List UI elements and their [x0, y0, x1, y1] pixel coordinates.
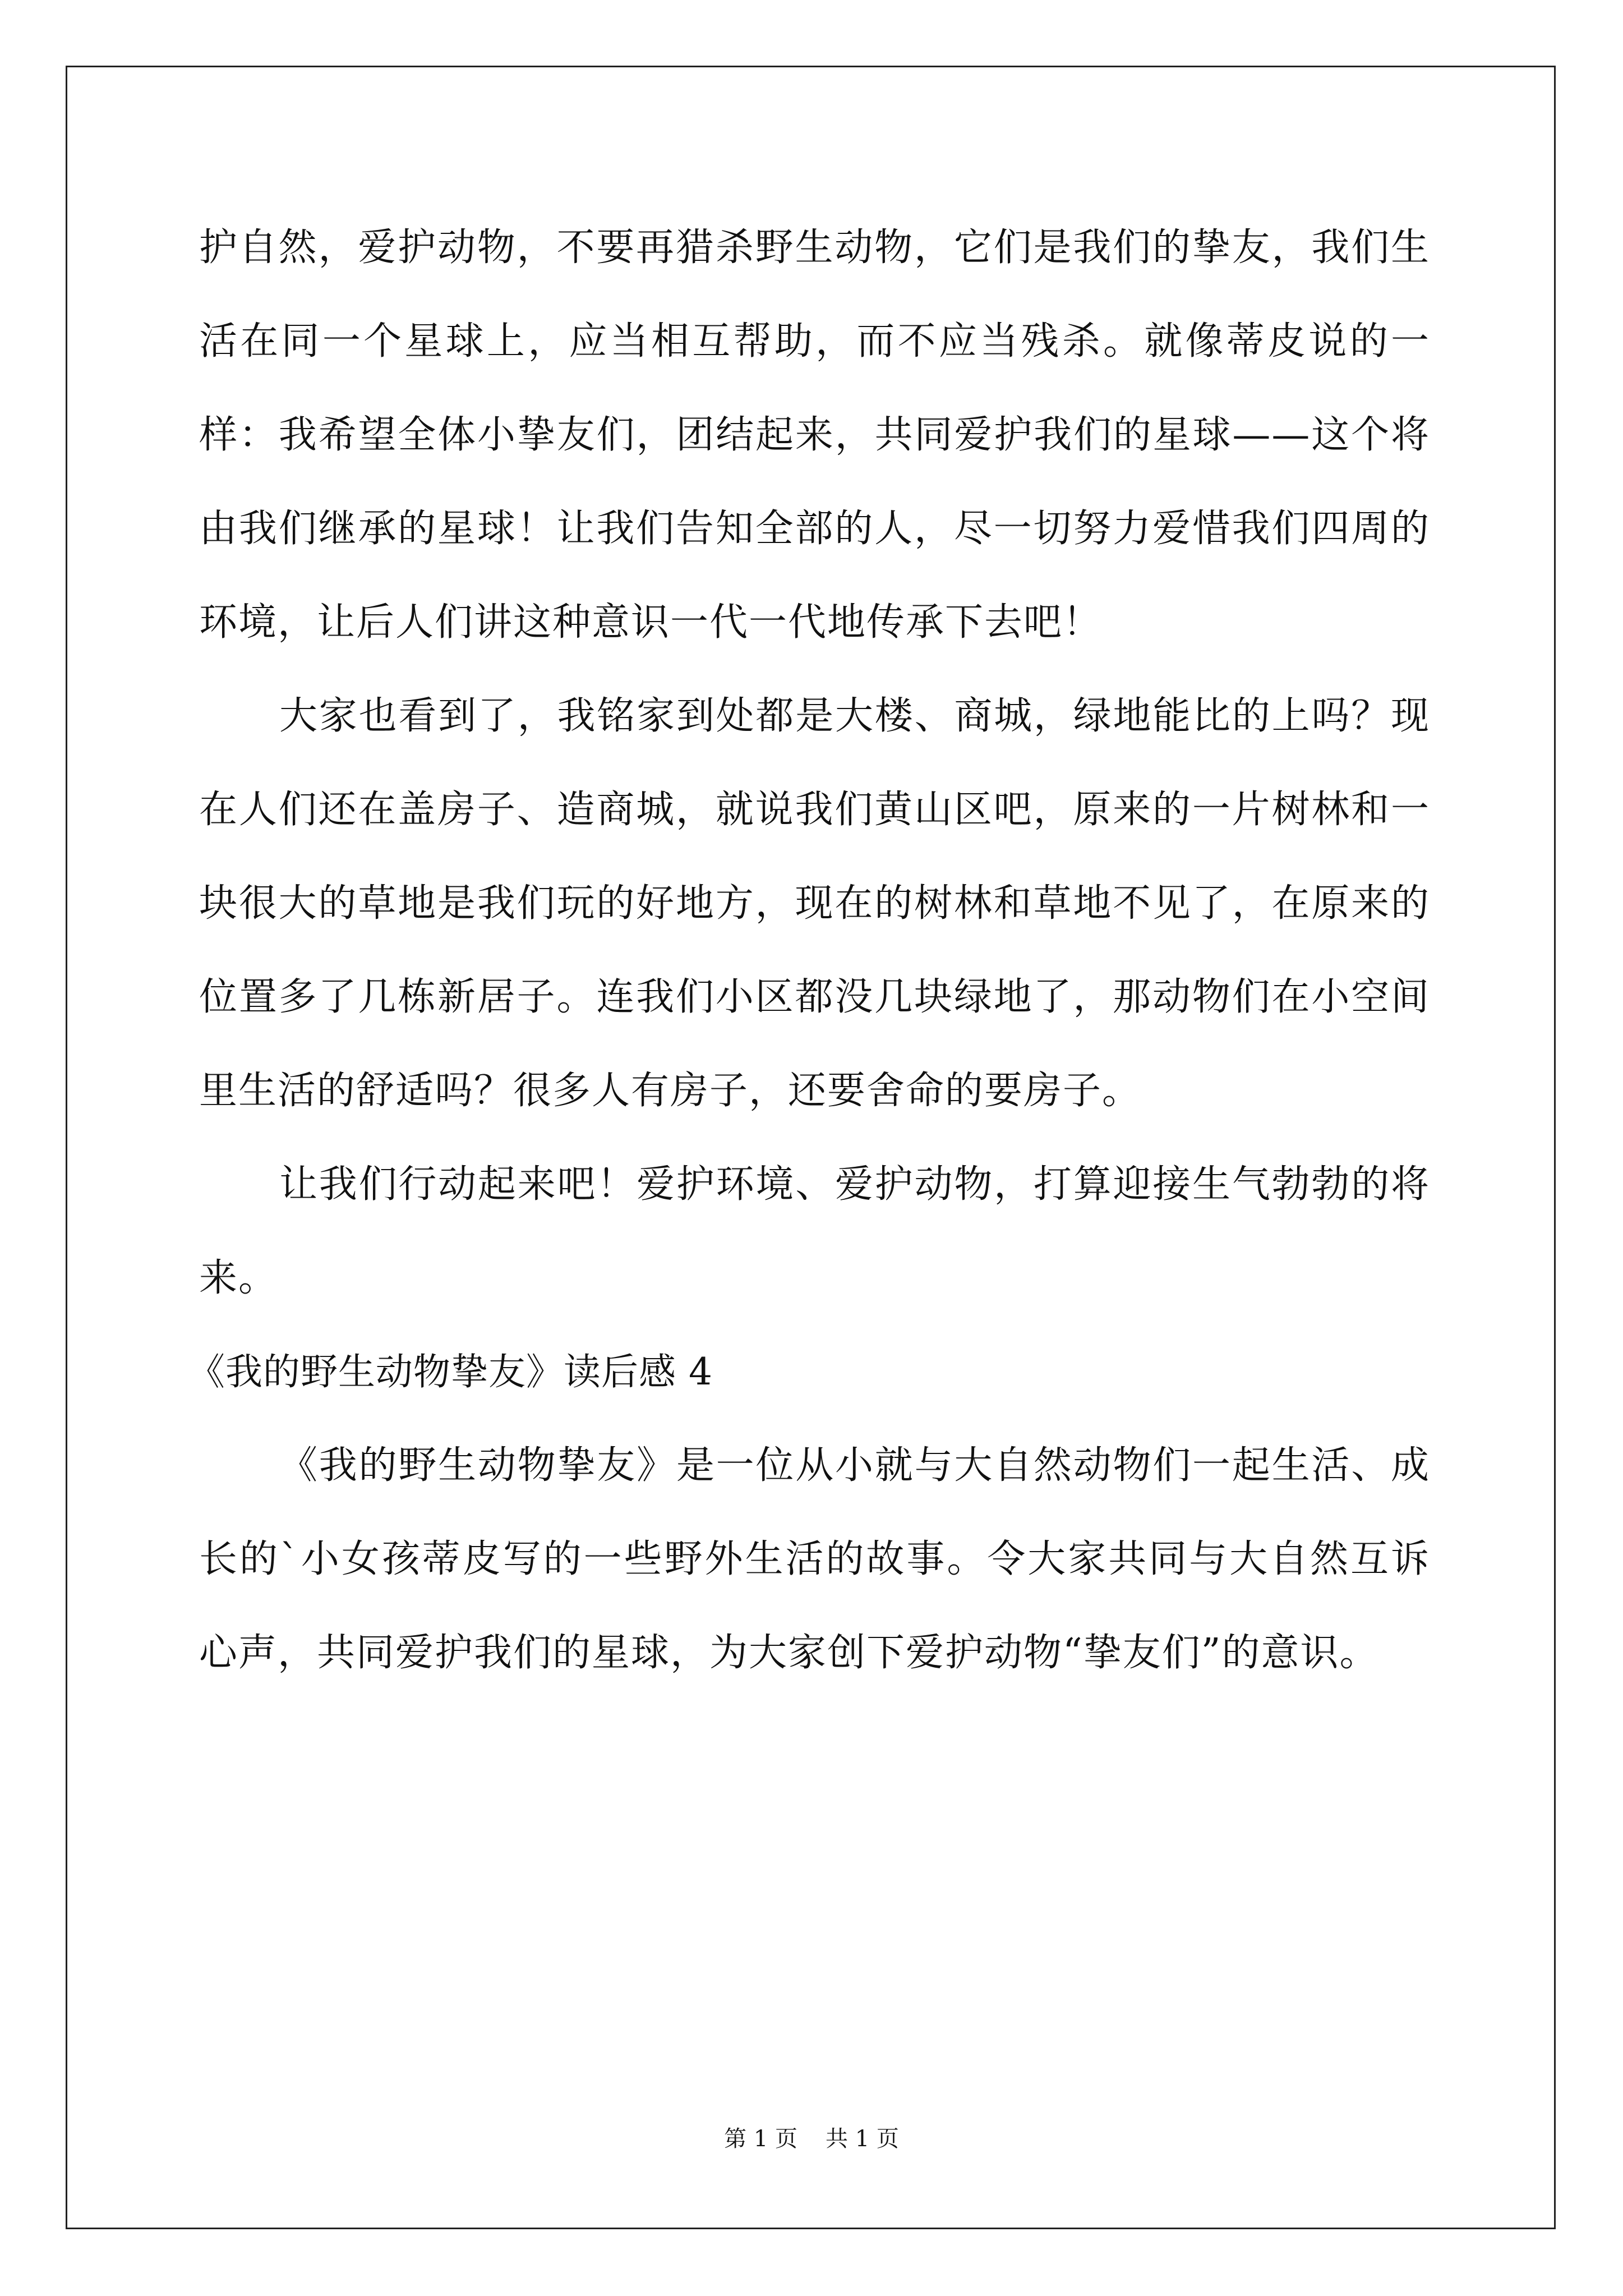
page-footer [0, 2125, 1623, 2153]
section-heading: 《我的野生动物挚友》读后感 4 [188, 1350, 713, 1393]
paragraph-book-intro: 《我的野生动物挚友》是一位从小就与大自然动物们一起生活、成长的`小女孩蒂皮写的一些野外生活的故事。令大家共同与大自然互诉心声，共同爱护我们的星球，为大家创下爱护动物“挚友们”的意识。 [199, 1443, 1430, 1675]
paragraph-call-to-action: 让我们行动起来吧！爱护环境、爱护动物，打算迎接生气勃勃的将来。 [199, 1162, 1430, 1300]
document-body [188, 201, 1430, 1700]
page-total: 共 1 页 [826, 2126, 899, 2152]
page-number: 第 1 页 [724, 2126, 797, 2152]
paragraph-continuation: 护自然，爱护动物，不要再猎杀野生动物，它们是我们的挚友，我们生活在同一个星球上，应当相互帮助，而不应当残杀。就像蒂皮说的一样：我希望全体小挚友们，团结起来，共同爱护我们的星球——这个将由我们继承的星球！让我们告知全部的人，尽一切努力爱惜我们四周的环境，让后人们讲这种意识一代一代地传承下去吧！ [199, 226, 1430, 645]
paragraph-green-space: 大家也看到了，我铭家到处都是大楼、商城，绿地能比的上吗？现在人们还在盖房子、造商城，就说我们黄山区吧，原来的一片树林和一块很大的草地是我们玩的好地方，现在的树林和草地不见了，在原来的位置多了几栋新居子。连我们小区都没几块绿地了，那动物们在小空间里生活的舒适吗？很多人有房子，还要舍命的要房子。 [199, 694, 1430, 1113]
